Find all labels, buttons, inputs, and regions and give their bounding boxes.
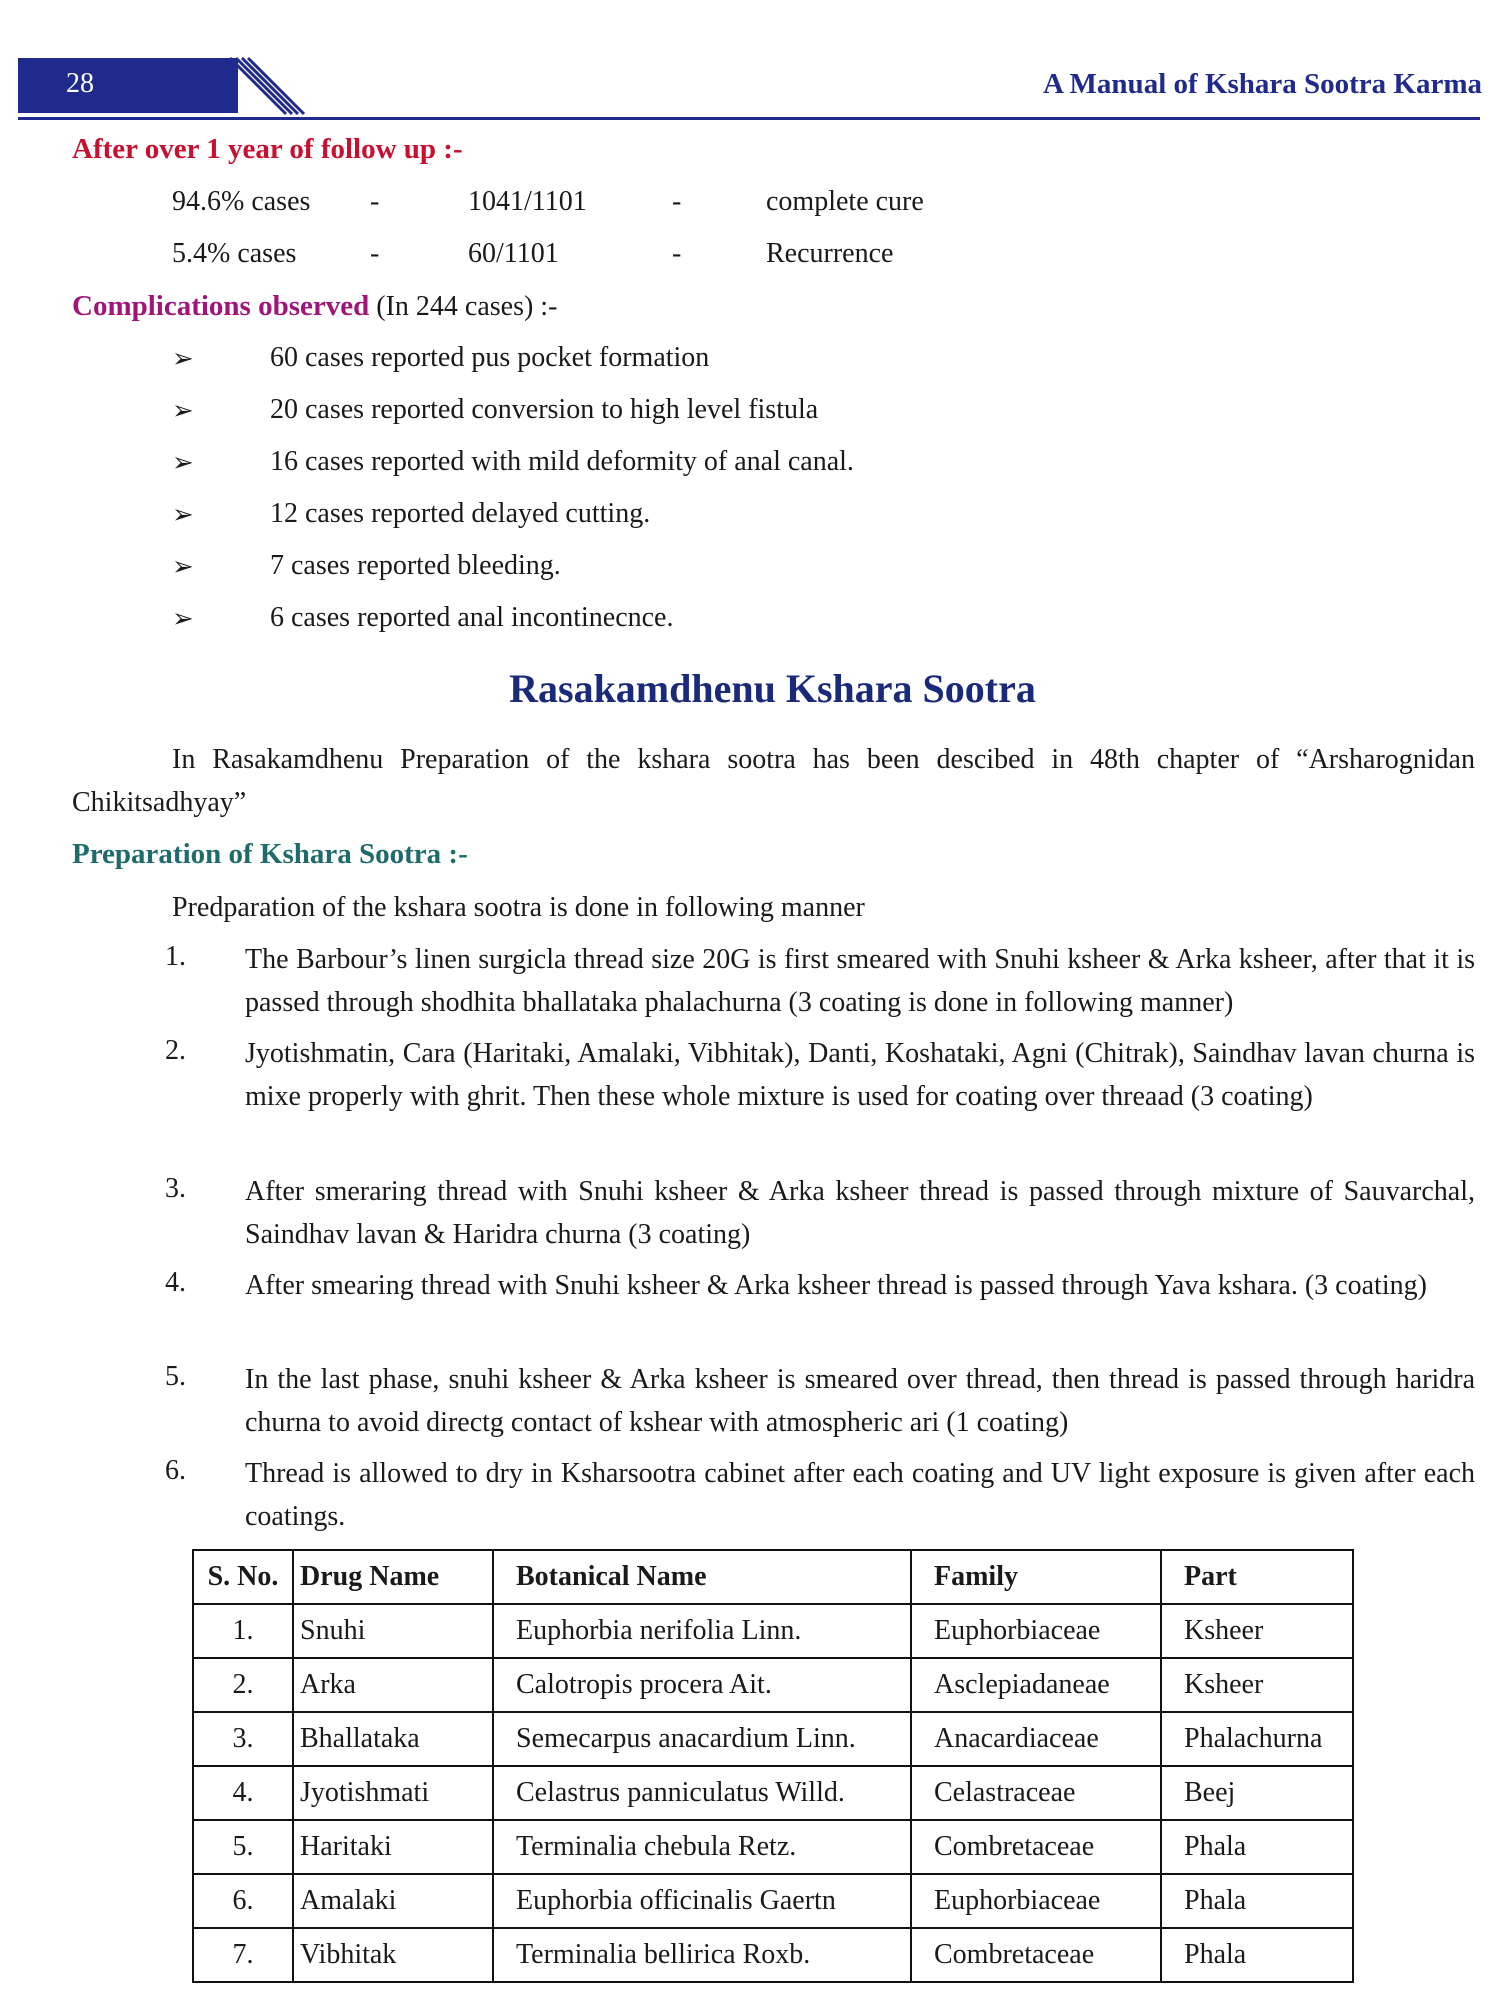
follow-up-separator: -: [370, 186, 380, 217]
follow-up-percent: 94.6% cases: [172, 186, 311, 217]
table-cell: Vibhitak: [293, 1928, 493, 1982]
page-number: 28: [66, 68, 94, 99]
table-cell: Celastrus panniculatus Willd.: [493, 1766, 911, 1820]
table-cell: Asclepiadaneae: [911, 1658, 1161, 1712]
complications-heading: Complications observed: [72, 290, 370, 322]
table-cell: Terminalia chebula Retz.: [493, 1820, 911, 1874]
table-cell: Phala: [1161, 1928, 1353, 1982]
follow-up-ratio: 60/1101: [468, 238, 559, 269]
table-cell: 4.: [193, 1766, 293, 1820]
follow-up-separator: -: [672, 238, 682, 269]
table-cell: Phalachurna: [1161, 1712, 1353, 1766]
table-row: [193, 1712, 1353, 1766]
table-cell: Haritaki: [293, 1820, 493, 1874]
table-cell: Euphorbiaceae: [911, 1604, 1161, 1658]
table-cell: Amalaki: [293, 1874, 493, 1928]
table-cell: Celastraceae: [911, 1766, 1161, 1820]
table-cell: Jyotishmati: [293, 1766, 493, 1820]
table-header-cell: Family: [911, 1550, 1161, 1604]
table-cell: 6.: [193, 1874, 293, 1928]
follow-up-outcome: complete cure: [766, 186, 924, 217]
follow-up-heading: After over 1 year of follow up :-: [72, 133, 463, 165]
table-row: [193, 1928, 1353, 1982]
table-cell: Euphorbiaceae: [911, 1874, 1161, 1928]
table-cell: 5.: [193, 1820, 293, 1874]
table-cell: Bhallataka: [293, 1712, 493, 1766]
follow-up-separator: -: [672, 186, 682, 217]
header-stripes-decoration: [230, 56, 310, 116]
header-rule: [18, 117, 1480, 120]
section-title: Rasakamdhenu Kshara Sootra: [509, 666, 1036, 711]
table-cell: Ksheer: [1161, 1604, 1353, 1658]
step-number: 2.: [165, 1035, 186, 1066]
table-header-cell: S. No.: [193, 1550, 293, 1604]
complication-item: 6 cases reported anal incontinecnce.: [270, 602, 674, 633]
complication-item: 7 cases reported bleeding.: [270, 550, 561, 581]
table-header-cell: Part: [1161, 1550, 1353, 1604]
follow-up-row: [172, 238, 972, 278]
step-number: 4.: [165, 1267, 186, 1298]
table-row: [193, 1658, 1353, 1712]
table-cell: Anacardiaceae: [911, 1712, 1161, 1766]
complication-item: 12 cases reported delayed cutting.: [270, 498, 651, 529]
follow-up-outcome: Recurrence: [766, 238, 894, 269]
preparation-heading: Preparation of Kshara Sootra :-: [72, 838, 468, 870]
table-cell: Euphorbia officinalis Gaertn: [493, 1874, 911, 1928]
table-row: [193, 1604, 1353, 1658]
bullet-arrow-icon: ➢: [172, 604, 194, 633]
step-number: 3.: [165, 1173, 186, 1204]
step-text: Jyotishmatin, Cara (Haritaki, Amalaki, Vibhitak), Danti, Koshataki, Agni (Chitrak), Saindhav lavan churna is mixe properly with ghrit. Then these whole mixture is used for coating over threaad (3 coating): [245, 1038, 1475, 1112]
step-text: In the last phase, snuhi ksheer & Arka ksheer is smeared over thread, then thread is passed through haridra churna to avoid directg contact of kshear with atmospheric ari (1 coating): [245, 1364, 1475, 1438]
bullet-arrow-icon: ➢: [172, 500, 194, 529]
table-cell: Semecarpus anacardium Linn.: [493, 1712, 911, 1766]
step-text: After smeraring thread with Snuhi ksheer & Arka ksheer thread is passed through mixture of Sauvarchal, Saindhav lavan & Haridra churna (3 coating): [245, 1176, 1475, 1250]
complications-heading-line: [72, 290, 557, 323]
step-number: 6.: [165, 1455, 186, 1486]
bullet-arrow-icon: ➢: [172, 344, 194, 373]
follow-up-percent: 5.4% cases: [172, 238, 297, 269]
table-cell: Arka: [293, 1658, 493, 1712]
table-row: [193, 1766, 1353, 1820]
bullet-arrow-icon: ➢: [172, 552, 194, 581]
table-cell: 7.: [193, 1928, 293, 1982]
follow-up-row: [172, 186, 972, 226]
complications-heading-suffix: (In 244 cases) :-: [376, 291, 558, 322]
table-cell: Calotropis procera Ait.: [493, 1658, 911, 1712]
header-bar: [18, 58, 238, 113]
table-header-cell: Drug Name: [293, 1550, 493, 1604]
follow-up-ratio: 1041/1101: [468, 186, 587, 217]
table-row: [193, 1874, 1353, 1928]
table-cell: Snuhi: [293, 1604, 493, 1658]
preparation-lead: Predparation of the kshara sootra is done in following manner: [172, 892, 865, 923]
complication-item: 20 cases reported conversion to high level fistula: [270, 394, 819, 425]
drug-table: [192, 1549, 1354, 1983]
table-cell: Combretaceae: [911, 1928, 1161, 1982]
table-cell: 1.: [193, 1604, 293, 1658]
table-cell: 3.: [193, 1712, 293, 1766]
book-title: A Manual of Kshara Sootra Karma: [1042, 68, 1482, 100]
step-text: After smearing thread with Snuhi ksheer & Arka ksheer thread is passed through Yava kshara. (3 coating): [245, 1270, 1427, 1301]
complication-item: 60 cases reported pus pocket formation: [270, 342, 710, 373]
step-number: 5.: [165, 1361, 186, 1392]
bullet-arrow-icon: ➢: [172, 396, 194, 425]
table-header-row: [193, 1550, 1353, 1604]
bullet-arrow-icon: ➢: [172, 448, 194, 477]
step-number: 1.: [165, 941, 186, 972]
table-cell: Terminalia bellirica Roxb.: [493, 1928, 911, 1982]
complication-item: 16 cases reported with mild deformity of anal canal.: [270, 446, 854, 477]
step-text: Thread is allowed to dry in Ksharsootra cabinet after each coating and UV light exposure is given after each coatings.: [245, 1458, 1475, 1532]
section-intro: In Rasakamdhenu Preparation of the kshara sootra has been descibed in 48th chapter of “Arsharognidan Chikitsadhyay”: [72, 744, 1475, 818]
table-header-cell: Botanical Name: [493, 1550, 911, 1604]
follow-up-separator: -: [370, 238, 380, 269]
table-cell: Phala: [1161, 1874, 1353, 1928]
table-cell: Phala: [1161, 1820, 1353, 1874]
table-cell: Ksheer: [1161, 1658, 1353, 1712]
table-cell: 2.: [193, 1658, 293, 1712]
step-text: The Barbour’s linen surgicla thread size 20G is first smeared with Snuhi ksheer & Arka ksheer, after that it is passed through shodhita bhallataka phalachurna (3 coating is done in following manner): [245, 944, 1475, 1018]
table-cell: Beej: [1161, 1766, 1353, 1820]
table-cell: Combretaceae: [911, 1820, 1161, 1874]
table-cell: Euphorbia nerifolia Linn.: [493, 1604, 911, 1658]
table-row: [193, 1820, 1353, 1874]
